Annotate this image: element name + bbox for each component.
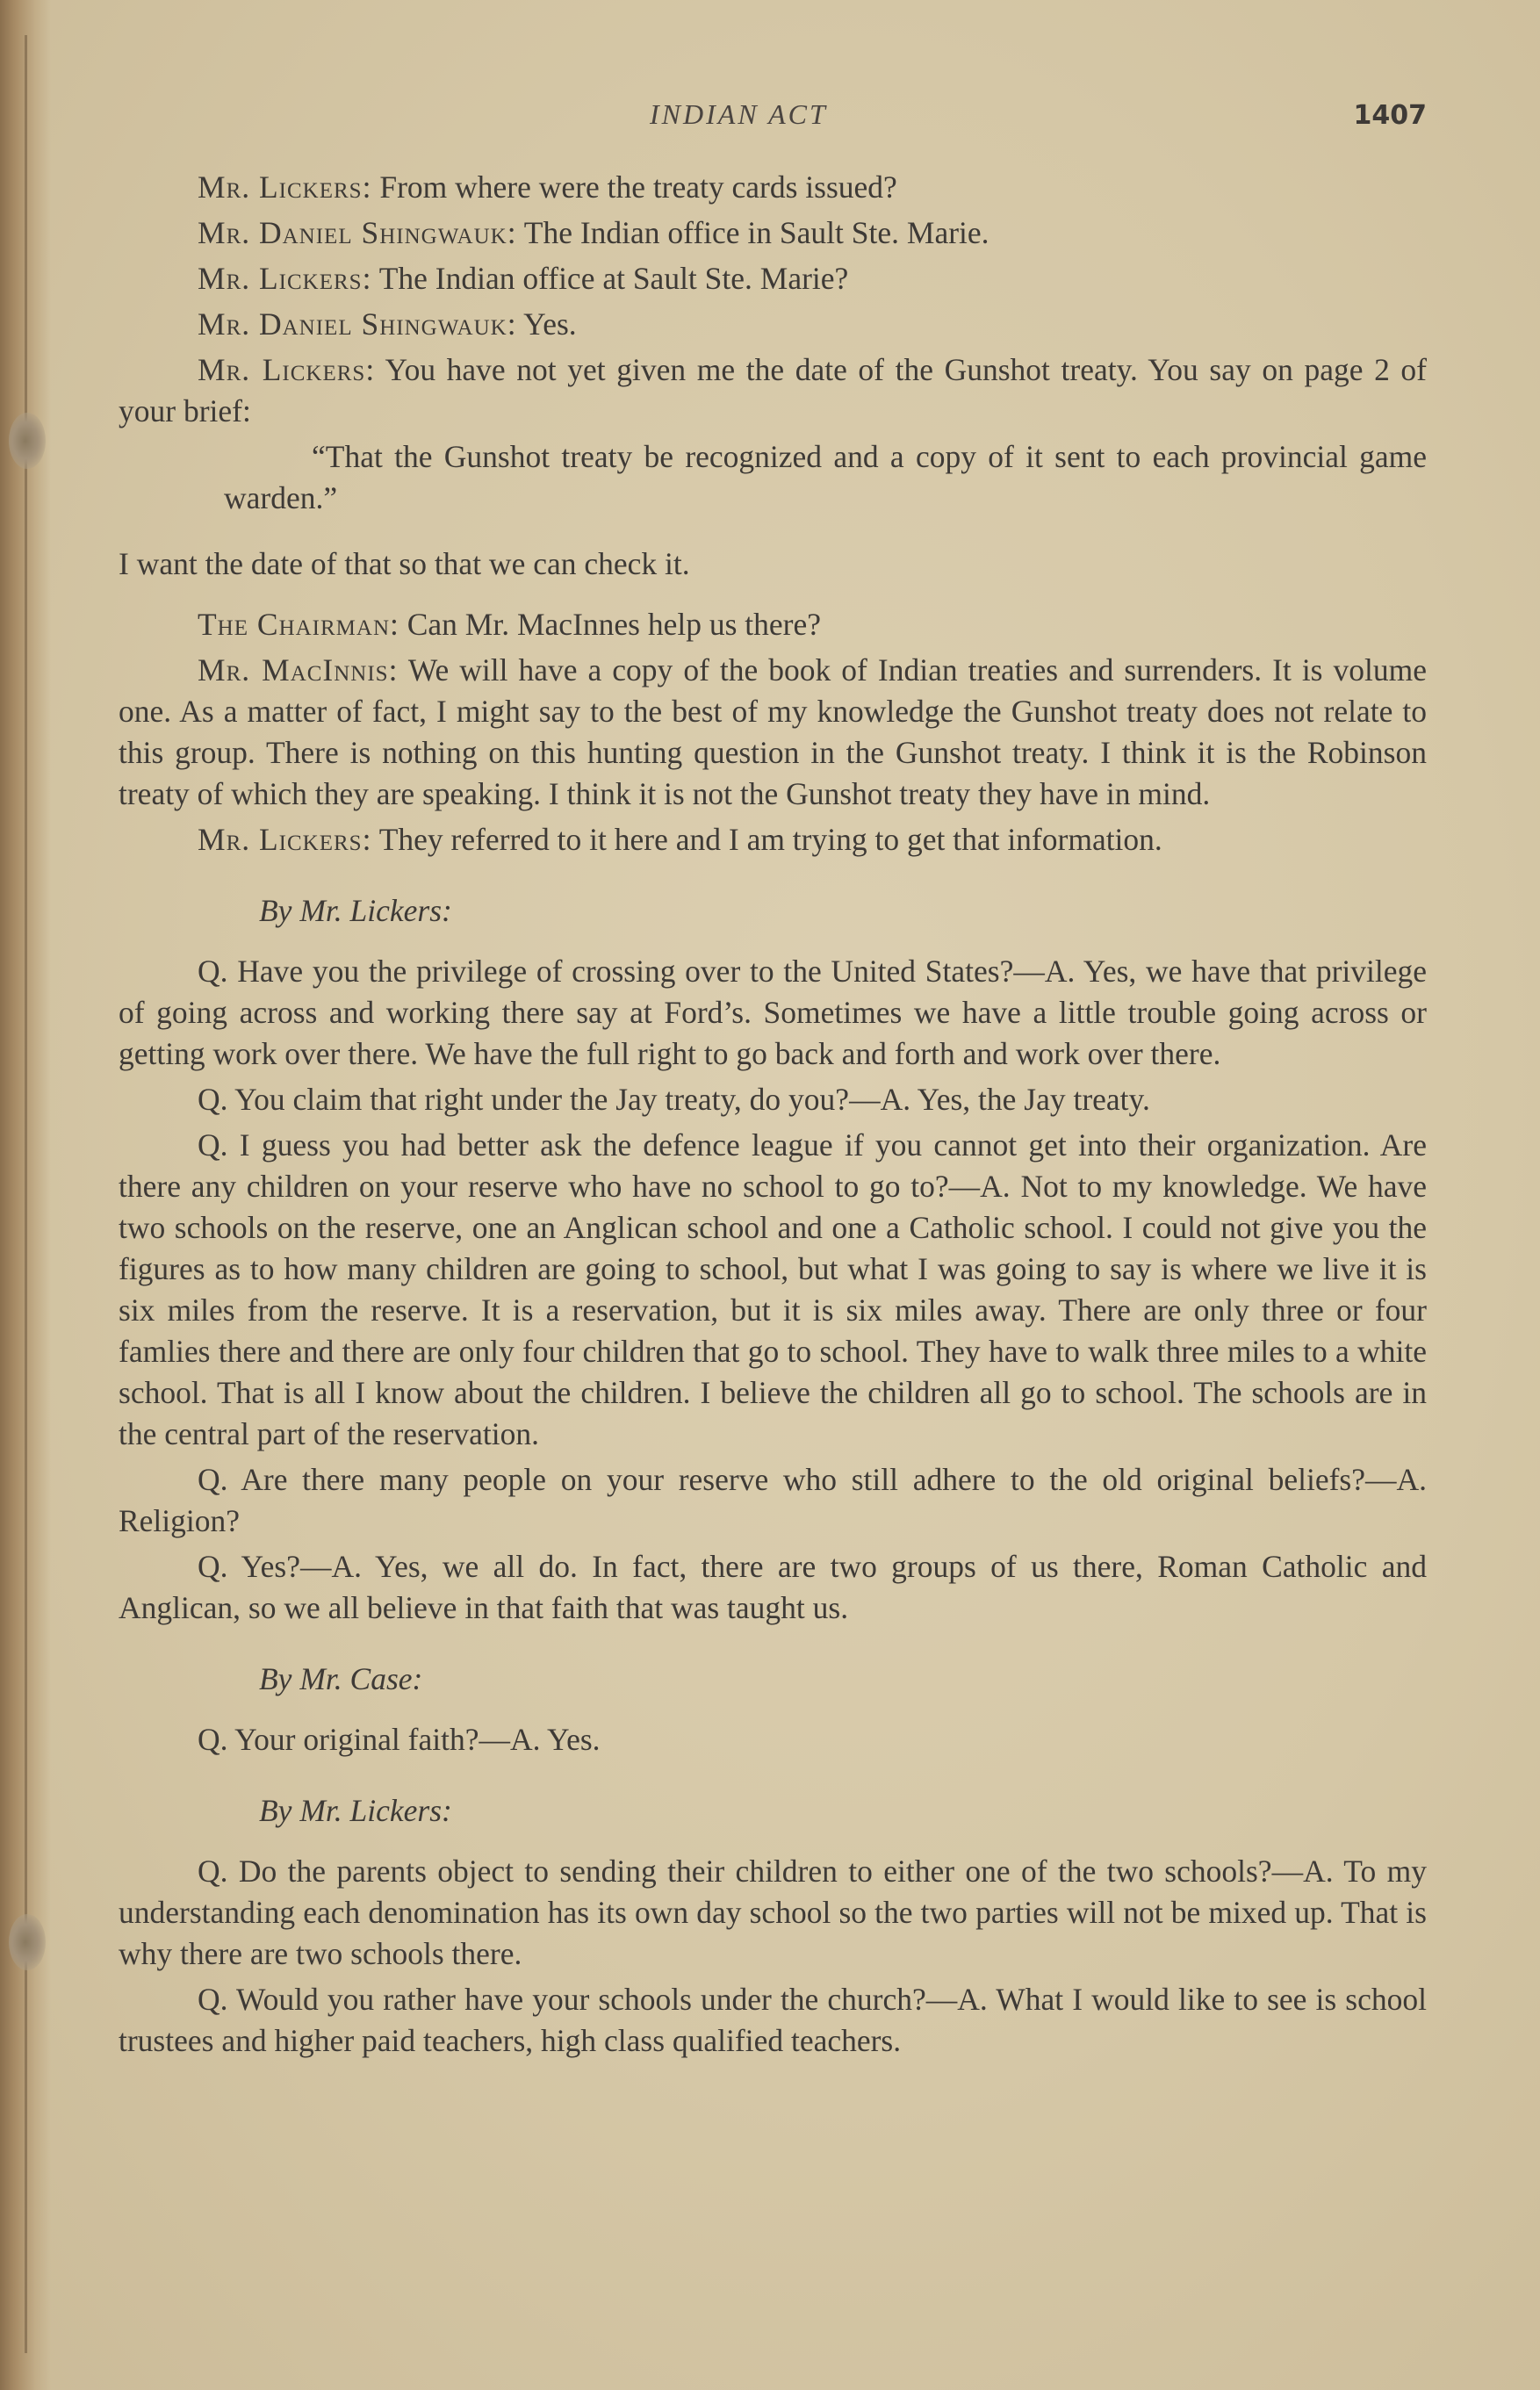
punch-hole bbox=[9, 413, 46, 469]
paragraph bbox=[119, 212, 1427, 254]
speech-text: You have not yet given me the date of the Gunshot treaty. You say on page 2 of your brief: bbox=[119, 352, 1427, 428]
block-quote: “That the Gunshot treaty be recognized and a copy of it sent to each provincial game warden.” bbox=[224, 439, 1427, 515]
question-answer: Q. Do the parents object to sending their children to either one of the two schools?—A. To my understanding each denomination has its own day school so the two parties will not be mixed up. That is why there are two schools there. bbox=[119, 1854, 1427, 1971]
punch-hole bbox=[9, 1914, 46, 1970]
page-header bbox=[123, 98, 1427, 142]
paragraph: I want the date of that so that we can check it. bbox=[119, 546, 690, 581]
paragraph bbox=[119, 349, 1427, 432]
speaker-name: Mr. Lickers: bbox=[198, 261, 372, 296]
page-binding-edge bbox=[0, 0, 51, 2390]
speaker-name: The Chairman: bbox=[198, 607, 399, 642]
speech-text: The Indian office at Sault Ste. Marie? bbox=[378, 261, 849, 296]
running-head: INDIAN ACT bbox=[650, 98, 828, 130]
binding-crease bbox=[25, 35, 27, 2353]
speech-text: From where were the treaty cards issued? bbox=[379, 169, 897, 205]
speech-text: Can Mr. MacInnes help us there? bbox=[407, 607, 821, 642]
question-answer: Q. Your original faith?—A. Yes. bbox=[198, 1722, 601, 1757]
speaker-name: Mr. MacInnis: bbox=[198, 652, 399, 687]
examiner-byline: By Mr. Lickers: bbox=[259, 893, 452, 928]
question-answer: Q. I guess you had better ask the defence league if you cannot get into their organization. Are there any children on your reserve who have no school to go to?—A. Not to my knowledge. We have two schools on the reserve, one an Anglican school and one a Catholic school. I could not give you the figures as to how many children are going to school, but what I was going to say is where we live it is six miles from the reserve. It is a reservation, but it is six miles away. There are only three or four famlies there and there are only four children that go to school. They have to walk three miles to a white school. That is all I know about the children. I believe the children all go to school. The schools are in the central part of the reservation. bbox=[119, 1127, 1427, 1451]
paragraph bbox=[119, 167, 1427, 208]
speech-text: Yes. bbox=[523, 306, 577, 342]
question-answer: Q. Have you the privilege of crossing over to the United States?—A. Yes, we have that privilege of going across and working there say at Ford’s. Sometimes we have a little trouble going across or getting work over there. We have the full right to go back and forth and work over there. bbox=[119, 954, 1427, 1071]
question-answer: Q. You claim that right under the Jay treaty, do you?—A. Yes, the Jay treaty. bbox=[198, 1082, 1150, 1117]
question-answer: Q. Would you rather have your schools under the church?—A. What I would like to see is school trustees and higher paid teachers, high class qualified teachers. bbox=[119, 1982, 1427, 2058]
speech-text: They referred to it here and I am trying to get that information. bbox=[378, 822, 1162, 857]
speaker-name: Mr. Lickers: bbox=[198, 169, 372, 205]
speaker-name: Mr. Daniel Shingwauk: bbox=[198, 215, 517, 250]
page-number: 1407 bbox=[1353, 100, 1427, 131]
paragraph bbox=[119, 258, 1427, 299]
paragraph bbox=[119, 650, 1427, 815]
examiner-byline: By Mr. Lickers: bbox=[259, 1793, 452, 1828]
question-answer: Q. Yes?—A. Yes, we all do. In fact, there are two groups of us there, Roman Catholic and Anglican, so we all believe in that faith that was taught us. bbox=[119, 1549, 1427, 1625]
speech-text: We will have a copy of the book of Indian treaties and surrenders. It is volume one. As a matter of fact, I might say to the best of my knowledge the Gunshot treaty does not relate to this group. There is nothing on this hunting question in the Gunshot treaty. I think it is the Robinson treaty of which they are speaking. I think it is not the Gunshot treaty they have in mind. bbox=[119, 652, 1427, 811]
speaker-name: Mr. Lickers: bbox=[198, 822, 372, 857]
speaker-name: Mr. Lickers: bbox=[198, 352, 376, 387]
transcript-body bbox=[119, 167, 1427, 2066]
paragraph bbox=[119, 604, 1427, 645]
paragraph bbox=[119, 304, 1427, 345]
paragraph bbox=[119, 819, 1427, 860]
speaker-name: Mr. Daniel Shingwauk: bbox=[198, 306, 517, 342]
question-answer: Q. Are there many people on your reserve who still adhere to the old original beliefs?—A. Religion? bbox=[119, 1462, 1427, 1538]
speech-text: The Indian office in Sault Ste. Marie. bbox=[523, 215, 989, 250]
examiner-byline: By Mr. Case: bbox=[259, 1661, 423, 1696]
